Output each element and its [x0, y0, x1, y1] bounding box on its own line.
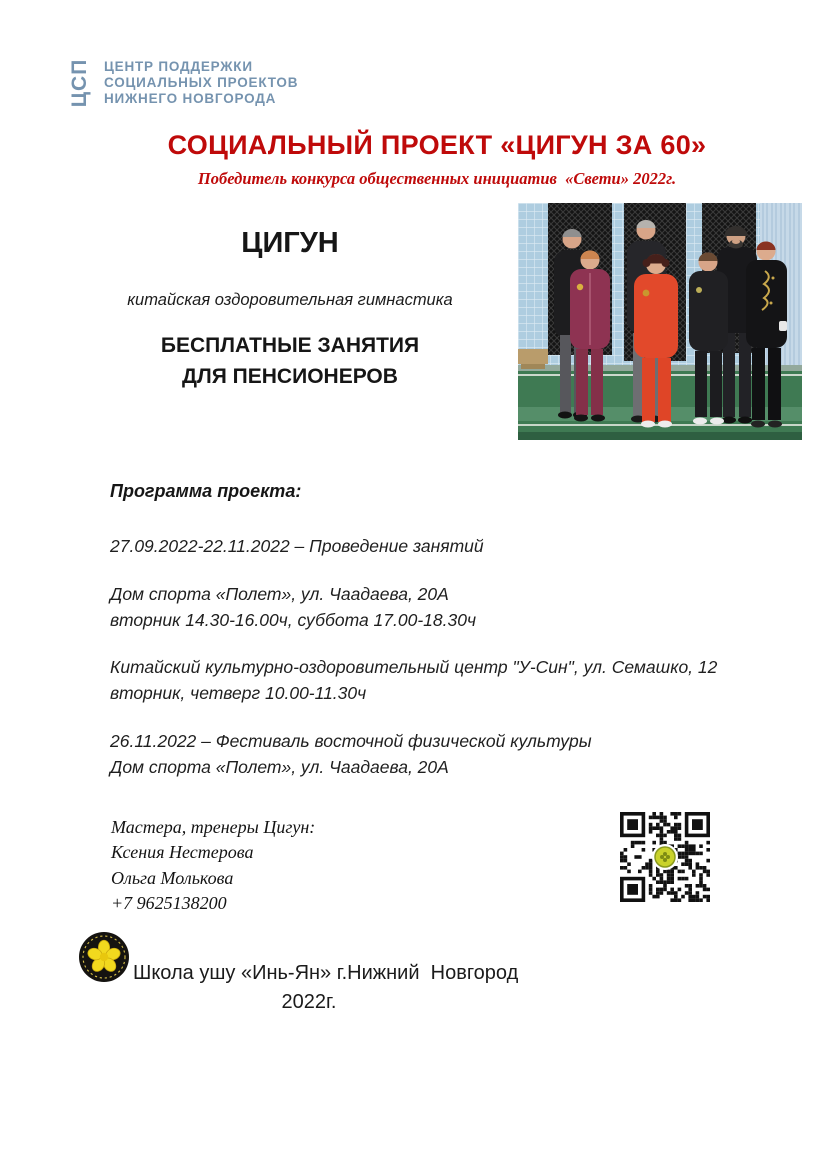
- org-name-line2: СОЦИАЛЬНЫХ ПРОЕКТОВ: [104, 75, 299, 90]
- program-venue1: [110, 581, 476, 633]
- program-venue2: [110, 654, 717, 706]
- wushu-school-logo-icon: [78, 931, 130, 983]
- csp-logo-icon: ЦСП: [68, 58, 91, 108]
- org-name: [104, 59, 298, 107]
- group-photo: [518, 203, 802, 440]
- venue1-schedule: вторник 14.30-16.00ч, суббота 17.00-18.30ч: [110, 610, 477, 630]
- qr-code: [620, 812, 710, 902]
- year-line: 2022г.: [281, 991, 337, 1013]
- program-festival: [110, 728, 592, 780]
- trainer-name-1: Ксения Нестерова: [111, 842, 254, 863]
- org-name-line3: НИЖНЕГО НОВГОРОДА: [104, 91, 277, 106]
- project-title: СОЦИАЛЬНЫЙ ПРОЕКТ «ЦИГУН ЗА 60»: [167, 130, 707, 160]
- festival-venue: Дом спорта «Полет», ул. Чаадаева, 20А: [110, 757, 449, 777]
- venue2-address: Китайский культурно-оздоровительный центр "У-Син", ул. Семашко, 12: [110, 657, 718, 677]
- school-name-line: Школа ушу «Инь-Ян» г.Нижний Новгород: [133, 962, 519, 984]
- free-classes-text: [110, 330, 470, 392]
- program-period: [110, 533, 484, 559]
- venue1-address: Дом спорта «Полет», ул. Чаадаева, 20А: [110, 584, 449, 604]
- contact-phone: +7 9625138200: [111, 892, 227, 913]
- qigong-tagline: китайская оздоровительная гимнастика: [127, 291, 453, 309]
- org-name-line1: ЦЕНТР ПОДДЕРЖКИ: [104, 59, 253, 74]
- free-classes-line2: ДЛЯ ПЕНСИОНЕРОВ: [182, 365, 398, 388]
- venue2-schedule: вторник, четверг 10.00-11.30ч: [110, 683, 367, 703]
- trainers-contacts: [111, 815, 315, 916]
- trainer-name-2: Ольга Молькова: [111, 867, 234, 888]
- trainers-heading: Мастера, тренеры Цигун:: [111, 817, 316, 837]
- free-classes-line1: БЕСПЛАТНЫЕ ЗАНЯТИЯ: [160, 334, 420, 357]
- festival-line: 26.11.2022 – Фестиваль восточной физической культуры: [110, 731, 592, 751]
- program-period-line: 27.09.2022-22.11.2022 – Проведение занятий: [110, 536, 484, 556]
- qigong-heading: ЦИГУН: [241, 227, 339, 259]
- contest-winner-subtitle: Победитель конкурса общественных инициатив «Свети» 2022г.: [197, 169, 677, 188]
- org-logo: [58, 58, 298, 108]
- program-heading: Программа проекта:: [110, 481, 302, 501]
